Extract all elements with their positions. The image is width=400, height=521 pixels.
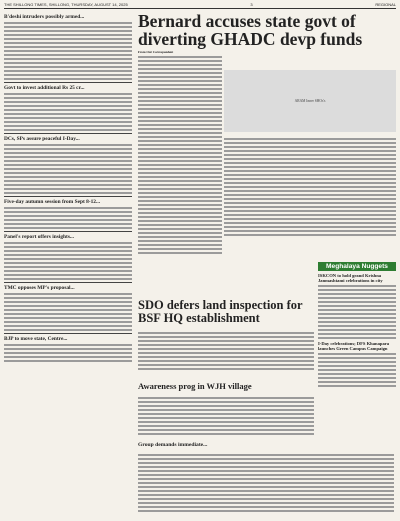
left-text-1 bbox=[4, 22, 132, 80]
left-text-2 bbox=[4, 93, 132, 131]
left-column bbox=[4, 12, 132, 518]
left-text-4 bbox=[4, 207, 132, 229]
page-header bbox=[4, 1, 396, 9]
awareness-headline: Awareness prog in WJH village bbox=[138, 381, 252, 391]
left-headline-6: TMC opposes MP's proposal... bbox=[4, 285, 75, 291]
header-right: REGIONAL bbox=[375, 2, 396, 7]
meghalaya-title: Meghalaya Nuggets bbox=[318, 262, 396, 271]
sdo-body bbox=[138, 330, 314, 372]
awareness-body bbox=[138, 395, 314, 437]
main-headline: Bernard accuses state govt of diverting GHADC devp funds bbox=[138, 11, 363, 49]
photo bbox=[224, 70, 396, 132]
left-text-7 bbox=[4, 344, 132, 362]
left-headline-4: Five-day autumn session from Sept 8-12... bbox=[4, 199, 101, 205]
sdo-headline: SDO defers land inspection for BSF HQ establishment bbox=[138, 298, 303, 325]
group-headline: Group demands immediate... bbox=[138, 442, 208, 448]
left-text-3 bbox=[4, 144, 132, 194]
main-body-col-2 bbox=[224, 136, 396, 238]
left-headline-5: Panel's report offers insights... bbox=[4, 234, 74, 240]
left-headline-7: BJP to move state, Centre... bbox=[4, 336, 68, 342]
main-body-col-1 bbox=[138, 50, 222, 256]
group-body bbox=[138, 452, 394, 514]
header-page: 3 bbox=[250, 2, 253, 7]
header-left: THE SHILLONG TIMES, SHILLONG, THURSDAY, AUGUST 14, 2025 bbox=[4, 2, 128, 7]
left-headline-2: Govt to invest additional Rs 25 cr... bbox=[4, 85, 85, 91]
left-text-6 bbox=[4, 293, 132, 331]
byline: From Our Correspondent bbox=[138, 50, 174, 54]
photo-caption: ARAM Inner SHOs's bbox=[294, 99, 326, 103]
nugget-2-title: I-Day celebrations; DFS Khanapara launches Green Campus Campaign bbox=[318, 341, 390, 351]
left-headline-1: B'deshi intruders possibly armed... bbox=[4, 14, 85, 20]
left-text-5 bbox=[4, 242, 132, 280]
meghalaya-nuggets-box bbox=[318, 262, 396, 453]
nugget-1-title: ISKCON to hold grand Krishna Janmashtami celebrations in city bbox=[318, 273, 383, 283]
left-headline-3: DCs, SPs assure peaceful I-Day... bbox=[4, 136, 80, 142]
